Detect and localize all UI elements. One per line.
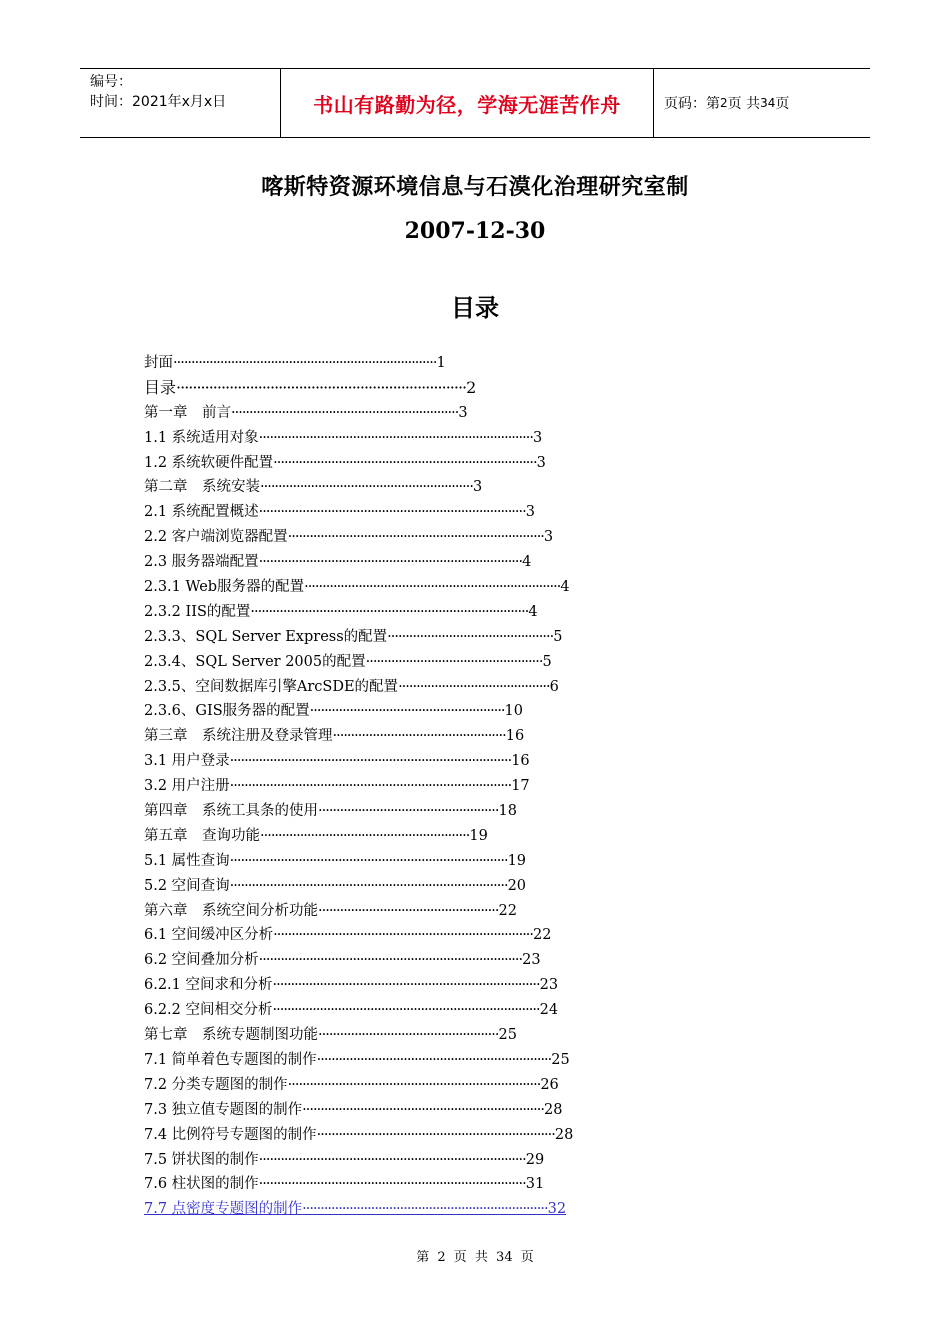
document-date: 2007-12-30	[404, 218, 546, 244]
toc-entry-leader: ··········································································	[258, 1176, 526, 1193]
toc-entry-label: 6.1 空间缓冲区分析	[144, 927, 274, 944]
toc-entry-leader: ··································································	[316, 1126, 555, 1143]
toc-entry-label: 2.3.3、SQL Server Express的配置	[144, 628, 388, 645]
toc-entry-label: 第六章 系统空间分析功能	[144, 902, 318, 919]
toc-entry-label: 第一章 前言	[144, 404, 231, 421]
toc-entry-leader: ········································································	[273, 927, 534, 944]
toc-entry-page: 19	[469, 827, 488, 844]
header-page-cell	[654, 69, 870, 137]
toc-entry	[144, 1148, 704, 1173]
toc-entry-page: 24	[539, 1002, 559, 1019]
toc-entry	[144, 675, 704, 700]
toc-entry-page: 3	[543, 529, 554, 546]
toc-entry	[144, 724, 704, 749]
toc-entry-label: 6.2.1 空间求和分析	[144, 977, 273, 994]
toc-entry-leader: ······································································	[287, 1076, 541, 1093]
toc-entry-leader: ··············································	[387, 628, 554, 645]
toc-entry-page: 16	[505, 728, 525, 745]
toc-entry-label: 7.4 比例符号专题图的制作	[144, 1126, 317, 1143]
toc-entry-label: 6.2.2 空间相交分析	[144, 1002, 273, 1019]
toc-entry-page: 4	[522, 554, 532, 571]
toc-entry-leader: ·······························································	[231, 404, 459, 421]
toc-entry-page: 3	[532, 429, 543, 446]
toc-entry-label: 2.1 系统配置概述	[144, 504, 259, 521]
toc-entry-leader: ············································································	[258, 429, 533, 446]
toc-entry-label: 7.5 饼状图的制作	[144, 1151, 259, 1168]
page-info-current: 2	[720, 96, 728, 110]
toc-entry-leader: ···························································	[260, 479, 473, 496]
toc-entry	[144, 1123, 704, 1148]
toc-entry-page: 19	[507, 852, 527, 869]
toc-entry-label: 2.3.1 Web服务器的配置	[144, 579, 305, 596]
toc-entry	[144, 998, 704, 1023]
toc-entry-page: 10	[504, 703, 523, 720]
toc-entry-label: 第四章 系统工具条的使用	[144, 803, 318, 820]
toc-entry-page: 28	[554, 1126, 574, 1143]
toc-entry-page: 3	[458, 404, 468, 421]
toc-entry-leader: ··········································································	[258, 504, 526, 521]
toc-entry	[144, 550, 704, 575]
toc-entry-leader: ·············································································	[250, 603, 529, 620]
toc-entry-label: 第七章 系统专题制图功能	[144, 1027, 318, 1044]
toc-entry-label: 2.3.4、SQL Server 2005的配置	[144, 653, 366, 670]
toc-entry-label: 7.3 独立值专题图的制作	[144, 1101, 303, 1118]
toc-entry-label: 1.2 系统软硬件配置	[144, 454, 274, 471]
toc-entry	[144, 1172, 704, 1197]
toc-entry	[144, 1048, 704, 1073]
toc-entry-leader: ·············································································	[229, 877, 508, 894]
toc-entry-page: 16	[511, 753, 530, 770]
toc-entry	[144, 625, 704, 650]
toc-entry	[144, 948, 704, 973]
toc-entry-leader: ··········································································	[258, 1151, 526, 1168]
toc-entry[interactable]	[144, 1197, 704, 1222]
toc-entry-page: 23	[539, 977, 559, 994]
header-table	[80, 68, 870, 138]
toc-entry-leader: ··············································································	[229, 753, 512, 770]
toc-entry-label: 2.3.5、空间数据库引擎ArcSDE的配置	[144, 678, 399, 695]
toc-entry	[144, 401, 704, 426]
header-motto-cell	[280, 69, 654, 137]
page-info-suffix: 页	[775, 96, 790, 112]
toc-entry-label: 7.2 分类专题图的制作	[144, 1076, 288, 1093]
toc-entry-leader: ··········································································	[272, 977, 540, 994]
toc-entry-page: 6	[549, 678, 559, 695]
toc-entry-page: 4	[528, 603, 538, 620]
toc-entry-label: 3.1 用户登录	[144, 753, 230, 770]
toc-entry	[144, 525, 704, 550]
page-footer: 第 2 页 共 34 页	[416, 1250, 534, 1265]
toc-entry	[144, 451, 704, 476]
toc-entry-page: 31	[525, 1176, 545, 1193]
toc-entry-label: 1.1 系统适用对象	[144, 429, 259, 446]
toc-entry	[144, 849, 704, 874]
toc-entry-leader: ·······································································	[304, 579, 561, 596]
toc-entry-page: 28	[543, 1101, 563, 1118]
toc-entry-page: 18	[498, 803, 517, 820]
toc-entry	[144, 923, 704, 948]
toc-entry-label: 目录	[144, 377, 177, 397]
toc-entry-page: 3	[525, 504, 535, 521]
header-motto: 书山有路勤为径，学海无涯苦作舟	[313, 92, 621, 117]
toc-entry	[144, 874, 704, 899]
toc-entry-label: 第五章 查询功能	[144, 827, 260, 844]
toc-entry-leader: ···································································	[302, 1101, 544, 1118]
toc-entry-page: 26	[540, 1076, 559, 1093]
table-of-contents	[144, 351, 704, 1222]
page-info-mid: 页 共	[727, 96, 761, 112]
toc-entry	[144, 973, 704, 998]
toc-entry	[144, 824, 704, 849]
toc-entry-page: 25	[498, 1027, 517, 1044]
toc-entry-page: 2	[466, 377, 477, 397]
toc-entry	[144, 376, 704, 401]
toc-entry-leader: ·········································································	[273, 454, 537, 471]
toc-entry-page: 23	[522, 952, 541, 969]
toc-entry-page: 22	[533, 927, 552, 944]
toc-entry-leader: ·················································	[365, 653, 543, 670]
toc-entry	[144, 475, 704, 500]
toc-entry-leader: ·············································································	[229, 852, 508, 869]
toc-entry-leader: ··········································································	[272, 1002, 540, 1019]
toc-entry	[144, 351, 704, 376]
toc-entry	[144, 899, 704, 924]
toc-entry-page: 32	[547, 1201, 567, 1218]
toc-entry-leader: ·······································································	[287, 529, 544, 546]
toc-entry-label: 2.3.2 IIS的配置	[144, 603, 251, 620]
toc-entry	[144, 426, 704, 451]
toc-entry-label: 2.2 客户端浏览器配置	[144, 529, 288, 546]
toc-entry-leader: ·································································	[316, 1051, 552, 1068]
toc-entry-label: 第二章 系统安装	[144, 479, 260, 496]
toc-entry-label: 3.2 用户注册	[144, 778, 230, 795]
toc-entry-page: 25	[551, 1051, 570, 1068]
toc-entry-leader: ······················································	[309, 703, 505, 720]
number-label: 编号：	[90, 74, 132, 90]
toc-entry-label: 第三章 系统注册及登录管理	[144, 728, 333, 745]
toc-entry	[144, 774, 704, 799]
toc-entry	[144, 1098, 704, 1123]
organization-title: 喀斯特资源环境信息与石漠化治理研究室制	[261, 174, 689, 200]
toc-entry-page: 1	[436, 355, 446, 371]
toc-entry-page: 3	[536, 454, 546, 471]
toc-entry	[144, 500, 704, 525]
toc-entry	[144, 749, 704, 774]
toc-entry-page: 5	[553, 628, 563, 645]
toc-entry-page: 4	[560, 579, 570, 596]
toc-heading: 目录	[451, 294, 499, 322]
toc-entry-label: 7.6 柱状图的制作	[144, 1176, 259, 1193]
toc-entry-page: 29	[525, 1151, 545, 1168]
toc-entry-page: 5	[542, 653, 552, 670]
toc-entry	[144, 600, 704, 625]
toc-entry	[144, 1073, 704, 1098]
toc-entry	[144, 575, 704, 600]
toc-entry-label: 封面	[144, 355, 173, 371]
toc-entry-leader: ·········································································	[173, 355, 437, 371]
toc-entry-label: 7.7 点密度专题图的制作	[144, 1201, 303, 1218]
toc-entry-leader: ················································	[332, 728, 506, 745]
toc-entry-leader: ··················································	[318, 902, 499, 919]
toc-entry	[144, 650, 704, 675]
toc-entry-page: 17	[511, 778, 530, 795]
page-info-prefix: 页码：第	[664, 96, 720, 112]
toc-entry	[144, 699, 704, 724]
toc-entry-label: 5.1 属性查询	[144, 852, 230, 869]
toc-entry-leader: ··················································	[318, 803, 499, 820]
toc-entry	[144, 1023, 704, 1048]
time-label: 时间：2021年x月x日	[90, 94, 227, 110]
toc-entry-leader: ·········································································	[258, 952, 523, 969]
toc-entry-leader: ··········································	[398, 678, 550, 695]
toc-entry-label: 2.3.6、GIS服务器的配置	[144, 703, 310, 720]
toc-entry-leader: ·······································································	[176, 377, 467, 397]
toc-entry-page: 22	[498, 902, 517, 919]
toc-entry-leader: ·········································································	[258, 554, 523, 571]
toc-entry-leader: ··············································································	[229, 778, 512, 795]
toc-entry-page: 3	[472, 479, 483, 496]
toc-entry-label: 7.1 简单着色专题图的制作	[144, 1051, 317, 1068]
toc-entry-leader: ··························································	[260, 827, 470, 844]
toc-entry-label: 5.2 空间查询	[144, 877, 230, 894]
toc-entry-leader: ····································································	[302, 1201, 548, 1218]
header-left-cell	[80, 69, 280, 137]
page-info-total: 34	[760, 96, 776, 110]
toc-entry	[144, 799, 704, 824]
toc-entry-leader: ··················································	[318, 1027, 499, 1044]
toc-entry-label: 6.2 空间叠加分析	[144, 952, 259, 969]
toc-entry-label: 2.3 服务器端配置	[144, 554, 259, 571]
toc-entry-page: 20	[507, 877, 527, 894]
